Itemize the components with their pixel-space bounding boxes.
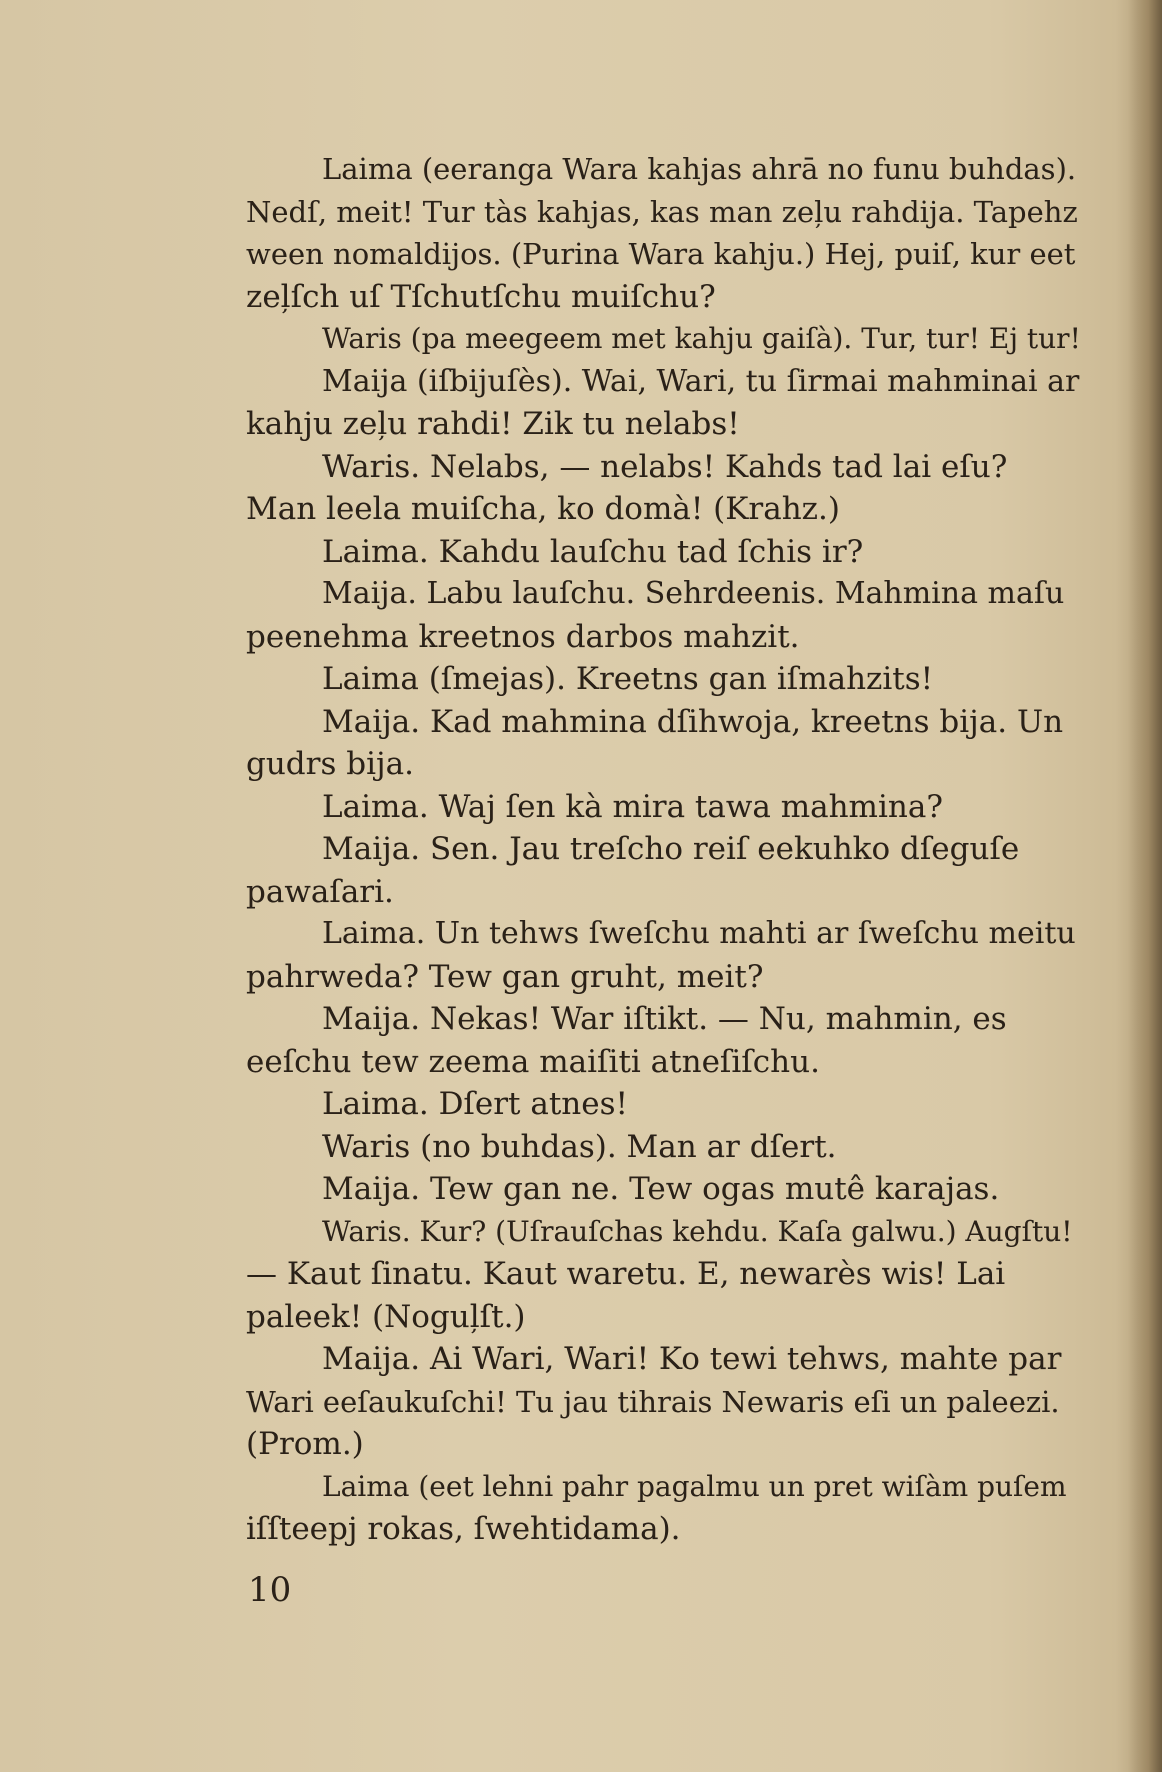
text-line: peenehma kreetnos darbos mahzit. <box>246 618 800 655</box>
text-line: zeļſch uſ Tſchutſchu muiſchu? <box>246 278 716 315</box>
text-line: Wari eeſaukuſchi! Tu jau tihrais Newaris eſi un paleezi. <box>246 1384 1060 1419</box>
text-line: Maija. Sen. Jau treſcho reiſ eekuhko dſeguſe <box>322 831 1020 867</box>
text-line: gudrs bija. <box>246 746 414 782</box>
text-line: eeſchu tew zeema maiſiti atneſiſchu. <box>246 1043 820 1080</box>
text-line: Maija (iſbijuſès). Wai, Wari, tu ſirmai mahminai ar <box>322 363 1080 399</box>
text-line: Maija. Ai Wari, Wari! Ko tewi tehws, mahte par <box>322 1341 1062 1377</box>
text-line: Waris (pa meegeem met kahju gaiſà). Tur, tur! Ej tur! <box>322 322 1081 355</box>
text-line: Laima. Waj ſen kà mira tawa mahmina? <box>322 788 943 825</box>
text-line: Maija. Nekas! War iſtikt. — Nu, mahmin, es <box>322 1001 1007 1037</box>
page-number: 10 <box>248 1570 292 1610</box>
text-line: pahrweda? Tew gan gruht, meit? <box>246 958 764 995</box>
text-line: Laima (ſmejas). Kreetns gan iſmahzits! <box>322 661 934 697</box>
text-line: (Prom.) <box>246 1426 364 1462</box>
text-line: Nedſ, meit! Tur tàs kahjas, kas man zeļu rahdija. Tapehz <box>246 194 1078 229</box>
text-line: Laima (eet lehni pahr pagalmu un pret wiſàm puſem <box>322 1469 1067 1503</box>
text-line: Laima. Un tehws ſweſchu mahti ar ſweſchu meitu <box>322 916 1076 951</box>
text-line: kahju zeļu rahdi! Zik tu nelabs! <box>246 406 740 442</box>
text-line: Maija. Kad mahmina dſihwoja, kreetns bija. Un <box>322 703 1064 740</box>
text-line: Laima. Dſert atnes! <box>322 1086 628 1122</box>
page-edge-shadow <box>1128 0 1162 1772</box>
text-line: pawaſari. <box>246 873 394 910</box>
text-line: paleek! (Noguļſt.) <box>246 1298 526 1335</box>
text-line: Waris. Nelabs, — nelabs! Kahds tad lai eſu? <box>322 448 1008 485</box>
text-line: Maija. Labu lauſchu. Sehrdeenis. Mahmina maſu <box>322 576 1065 611</box>
text-line: Laima (eeranga Wara kahjas ahrā no funu buhdas). <box>322 152 1077 186</box>
play-text <box>246 148 1082 1551</box>
text-line: Waris. Kur? (Uſrauſchas kehdu. Kaſa galwu.) Augſtu! <box>322 1214 1073 1248</box>
text-line: Man leela muiſcha, ko domà! (Krahz.) <box>246 491 840 527</box>
text-line: Maija. Tew gan ne. Tew ogas mutê karajas. <box>322 1171 1000 1207</box>
text-line: iſſteepj rokas, ſwehtidama). <box>246 1511 681 1547</box>
text-line: — Kaut ſinatu. Kaut waretu. E, newarès wis! Lai <box>246 1256 1006 1292</box>
text-line: ween nomaldijos. (Purina Wara kahju.) Hej, puiſ, kur eet <box>246 237 1076 271</box>
text-line: Waris (no buhdas). Man ar dſert. <box>322 1128 837 1165</box>
text-line: Laima. Kahdu lauſchu tad ſchis ir? <box>322 533 864 570</box>
